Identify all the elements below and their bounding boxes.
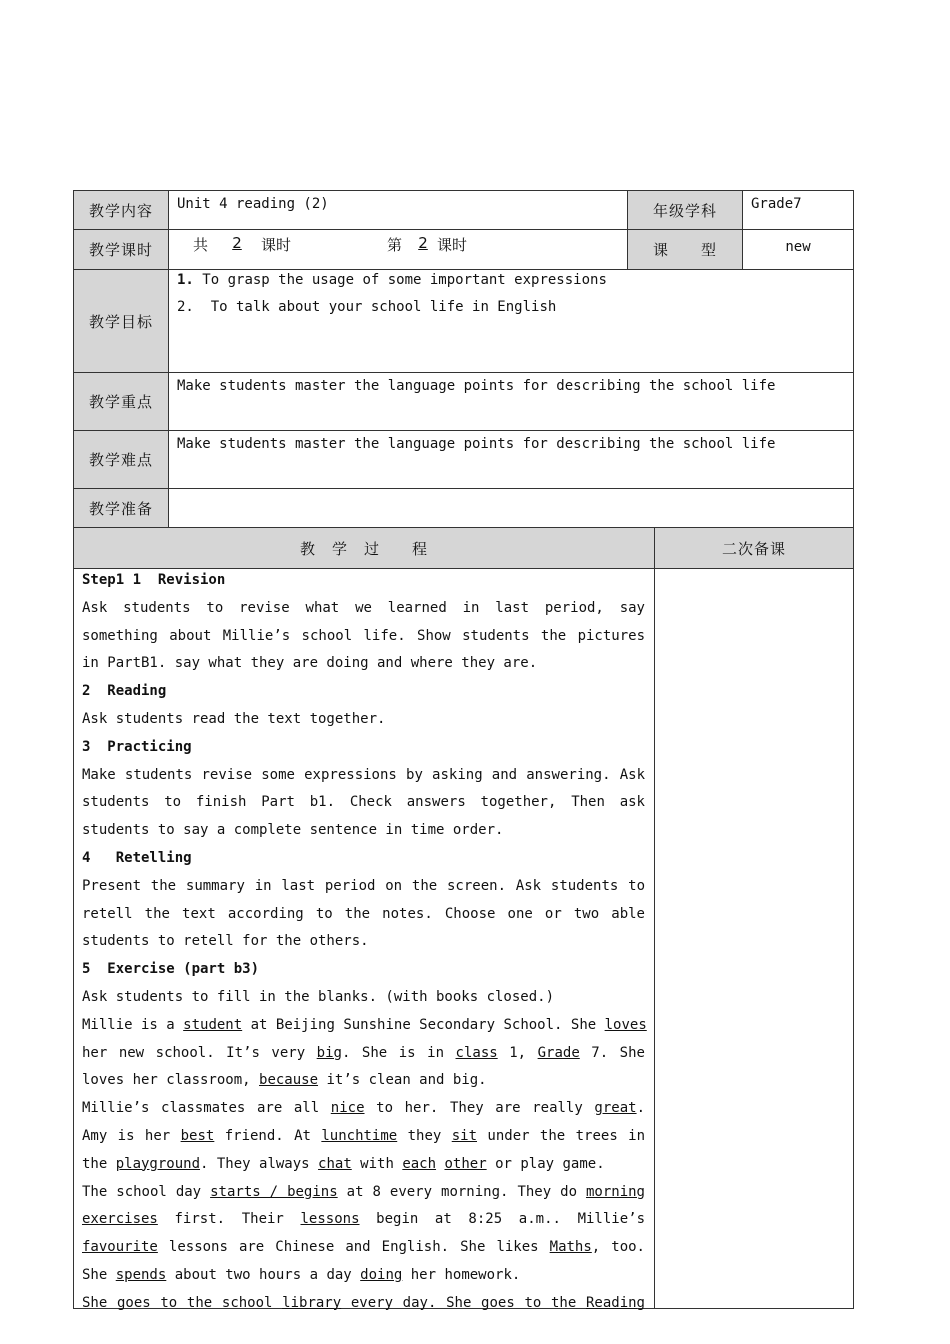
fill-line <box>82 1179 645 1207</box>
hours-label: 教学课时 <box>73 229 169 270</box>
process-text <box>82 567 645 1318</box>
step5-line1: Ask students to fill in the blanks. (with books closed.) <box>82 988 555 1005</box>
fill-line <box>82 1123 645 1151</box>
fill-text: first. Their <box>157 1211 301 1228</box>
answer-word: student <box>183 1016 243 1033</box>
hours-value <box>168 229 628 270</box>
fill-text: every day. She goes to the <box>341 1294 586 1311</box>
step4-line3: students to retell for the others. <box>82 933 369 950</box>
step1-line2: something about Millie’s school life. Show students the pictures <box>82 627 645 644</box>
fill-text: her new school. It’s very <box>82 1044 317 1061</box>
hours-total-prefix: 共 <box>193 236 209 254</box>
grade-label: 年级学科 <box>627 190 743 230</box>
goals-label: 教学目标 <box>73 269 169 373</box>
answer-word: favourite <box>82 1239 158 1256</box>
fill-line <box>82 1290 645 1318</box>
fill-line <box>82 1095 645 1123</box>
fill-text: She <box>82 1266 116 1283</box>
hours-total-suffix: 课时 <box>261 236 292 254</box>
answer-word: because <box>259 1072 319 1089</box>
fill-text: She goes to the school <box>82 1294 283 1311</box>
answer-word: Maths <box>549 1239 592 1256</box>
content-label: 教学内容 <box>73 190 169 230</box>
fill-text: friend. At <box>214 1127 322 1144</box>
diff-label: 教学难点 <box>73 430 169 489</box>
fill-text: at Beijing Sunshine Secondary School. She <box>242 1016 605 1033</box>
fill-text: it’s clean and big. <box>318 1072 487 1089</box>
fill-line <box>82 1012 645 1040</box>
step3-line3: students to say a complete sentence in time order. <box>82 822 504 839</box>
fill-text: about two hours a day <box>166 1266 361 1283</box>
fill-line <box>82 1262 645 1290</box>
second-prep-body <box>654 568 854 1309</box>
step2-line1: Ask students read the text together. <box>82 710 386 727</box>
content-value: Unit 4 reading (2) <box>168 190 628 230</box>
fill-text: begin at 8:25 a.m.. Millie’s <box>359 1211 645 1228</box>
fill-text: lessons are Chinese and English. She likes <box>157 1239 550 1256</box>
goals-value <box>168 269 854 373</box>
answer-word: nice <box>330 1100 365 1117</box>
second-prep-header: 二次备课 <box>654 527 854 569</box>
hours-nth-suffix: 课时 <box>437 236 468 254</box>
answer-word: doing <box>360 1266 403 1283</box>
step5-title: 5 Exercise (part b3) <box>82 961 260 978</box>
answer-word: Grade <box>537 1044 580 1061</box>
step3-line2: students to finish Part b1. Check answers together, Then ask <box>82 794 645 811</box>
hours-nth-num: 2 <box>418 234 428 252</box>
key-label: 教学重点 <box>73 372 169 431</box>
fill-text: they <box>397 1127 452 1144</box>
answer-word: great <box>594 1100 637 1117</box>
hours-total-num: 2 <box>232 234 242 252</box>
goal-2: 2. To talk about your school life in English <box>177 299 557 315</box>
answer-word: class <box>455 1044 498 1061</box>
fill-line <box>82 1067 645 1095</box>
key-value: Make students master the language points for describing the school life <box>168 372 854 431</box>
answer-word: exercises <box>82 1211 158 1228</box>
fill-text: with <box>351 1155 403 1172</box>
step4-title: 4 Retelling <box>82 849 192 866</box>
fill-text: loves her classroom, <box>82 1072 260 1089</box>
answer-word: other <box>444 1155 487 1172</box>
answer-word: playground <box>115 1155 201 1172</box>
fill-text: the <box>82 1155 116 1172</box>
type-value: new <box>742 229 854 270</box>
step3-line1: Make students revise some expressions by asking and answering. Ask <box>82 766 645 783</box>
fill-text: 7. She <box>579 1044 645 1061</box>
step2-title: 2 Reading <box>82 683 167 700</box>
answer-word: sit <box>451 1127 478 1144</box>
fill-line <box>82 1206 645 1234</box>
fill-text: to her. They are really <box>364 1100 595 1117</box>
goal-1: 1. To grasp the usage of some important expressions <box>177 272 607 288</box>
fill-line <box>82 1040 645 1068</box>
fill-text: or play game. <box>486 1155 605 1172</box>
fill-line <box>82 1234 645 1262</box>
type-label: 课 型 <box>627 229 743 270</box>
fill-text: . They always <box>200 1155 319 1172</box>
answer-word: Reading <box>585 1294 645 1311</box>
step4-line2: retell the text according to the notes. Choose one or two able <box>82 905 645 922</box>
answer-word: best <box>180 1127 215 1144</box>
fill-text: . She is in <box>341 1044 456 1061</box>
fill-text: her homework. <box>402 1266 521 1283</box>
answer-word: chat <box>318 1155 352 1172</box>
fill-text: Amy is her <box>82 1127 181 1144</box>
answer-word: spends <box>115 1266 167 1283</box>
fill-text: . <box>636 1100 645 1117</box>
step1-line1: Ask students to revise what we learned in last period, say <box>82 599 645 616</box>
answer-word: starts / begins <box>210 1183 338 1200</box>
answer-word: big <box>316 1044 342 1061</box>
fill-text: , too. <box>591 1239 645 1256</box>
fill-text: 1, <box>497 1044 538 1061</box>
answer-word: lessons <box>300 1211 360 1228</box>
prep-label: 教学准备 <box>73 488 169 528</box>
fill-line <box>82 1151 645 1179</box>
answer-word: each <box>402 1155 437 1172</box>
answer-word: morning <box>585 1183 645 1200</box>
step1-line3: in PartB1. say what they are doing and where they are. <box>82 655 538 672</box>
step3-title: 3 Practicing <box>82 738 192 755</box>
fill-text: The school day <box>82 1183 211 1200</box>
grade-value: Grade7 <box>742 190 854 230</box>
fill-text: under the trees in <box>477 1127 645 1144</box>
answer-word: loves <box>604 1016 647 1033</box>
fill-text: Millie is a <box>82 1016 184 1033</box>
answer-word: library <box>282 1294 342 1311</box>
prep-value <box>168 488 854 528</box>
process-header: 教 学 过 程 <box>73 527 655 569</box>
fill-text: Millie’s classmates are all <box>82 1100 331 1117</box>
step1-title: Step1 1 Revision <box>82 572 226 588</box>
hours-nth-prefix: 第 <box>387 236 403 254</box>
diff-value: Make students master the language points for describing the school life <box>168 430 854 489</box>
fill-text: at 8 every morning. They do <box>337 1183 586 1200</box>
step4-line1: Present the summary in last period on the screen. Ask students to <box>82 877 645 894</box>
answer-word: lunchtime <box>321 1127 398 1144</box>
